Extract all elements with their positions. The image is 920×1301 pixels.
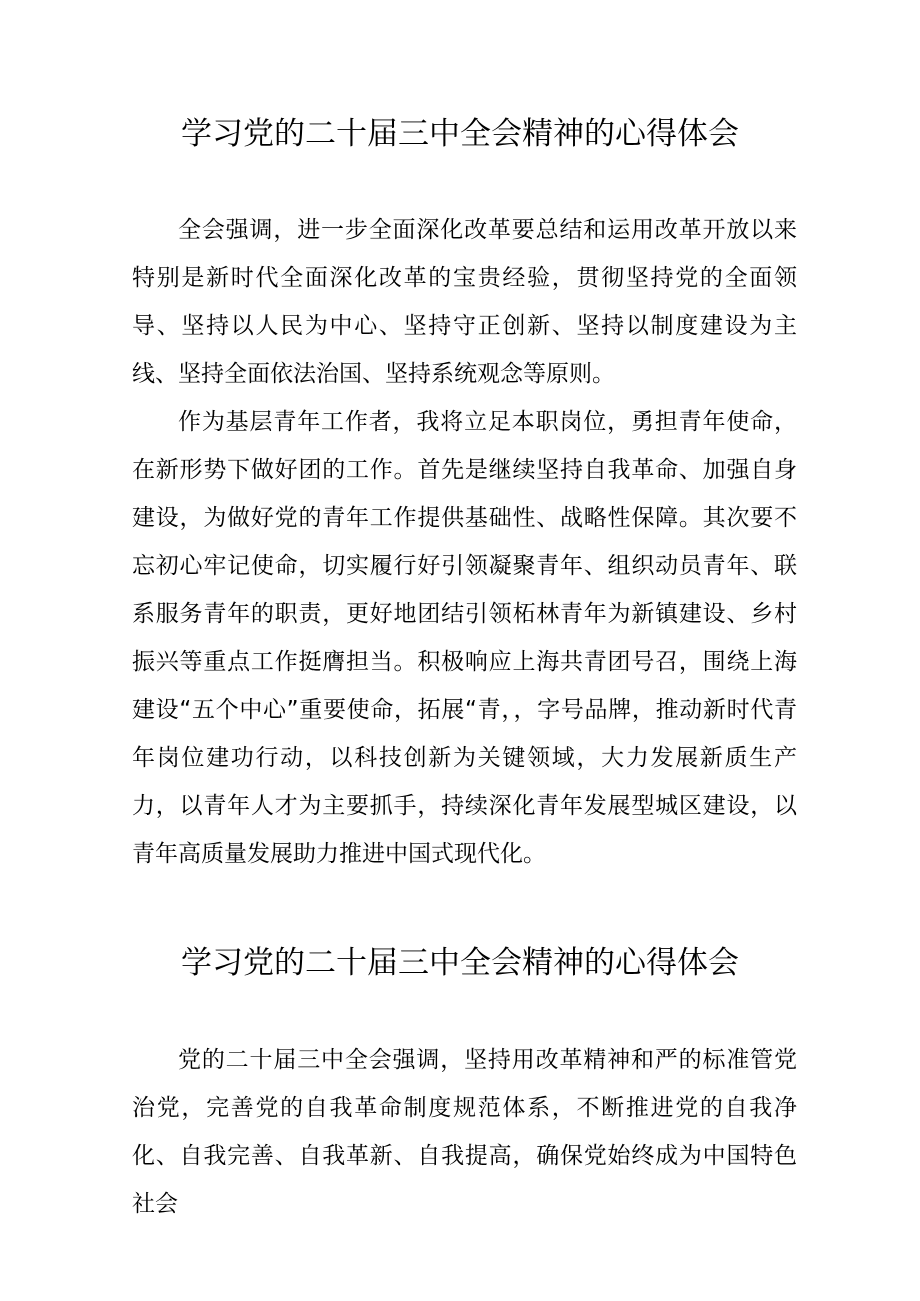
section-1-paragraph-1: 全会强调，进一步全面深化改革要总结和运用改革开放以来特别是新时代全面深化改革的宝贵经验，贯彻坚持党的全面领导、坚持以人民为中心、坚持守正创新、坚持以制度建设为主线、坚持全面依法治国、坚持系统观念等原则。	[132, 217, 797, 387]
section-1-title: 学习党的二十届三中全会精神的心得体会	[181, 116, 739, 152]
section-1-paragraph-2: 作为基层青年工作者，我将立足本职岗位，勇担青年使命，在新形势下做好团的工作。首先是继续坚持自我革命、加强自身建设，为做好党的青年工作提供基础性、战略性保障。其次要不忘初心牢记使命，切实履行好引领凝聚青年、组织动员青年、联系服务青年的职责，更好地团结引领柘林青年为新镇建设、乡村振兴等重点工作挺膺担当。积极响应上海共青团号召，围绕上海建设“五个中心”重要使命，拓展“青，，字号品牌，推动新时代青年岗位建功行动，以科技创新为关键领域，大力发展新质生产力，以青年人才为主要抓手，持续深化青年发展型城区建设，以青年高质量发展助力推进中国式现代化。	[132, 409, 797, 867]
section-2-title: 学习党的二十届三中全会精神的心得体会	[181, 945, 739, 981]
section-2-paragraph-1: 党的二十届三中全会强调，坚持用改革精神和严的标准管党治党，完善党的自我革命制度规范体系，不断推进党的自我净化、自我完善、自我革新、自我提高，确保党始终成为中国特色社会	[132, 1047, 797, 1217]
